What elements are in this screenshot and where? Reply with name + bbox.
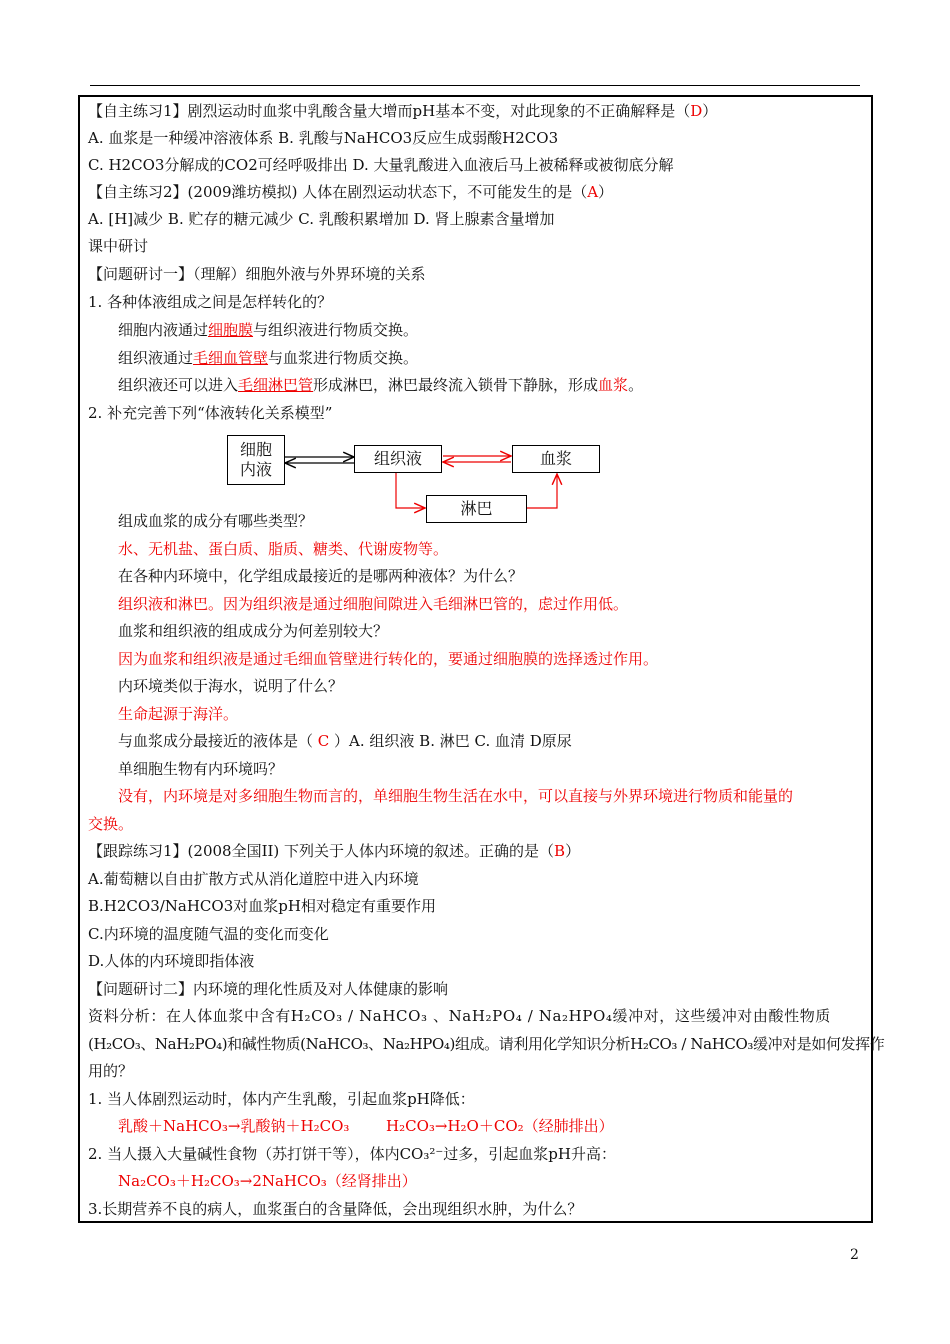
question-seawater: 内环境类似于海水，说明了什么？ <box>118 677 344 695</box>
answer-line-1: 细胞内液通过细胞膜与组织液进行物质交换。 <box>118 321 419 339</box>
answer-seawater: 生命起源于海洋。 <box>118 705 239 723</box>
topic-1-heading: 【问题研讨一】（理解）细胞外液与外界环境的关系 <box>88 265 426 283</box>
question-2: 2. 补充完善下列“体液转化关系模型” <box>88 404 333 422</box>
answer-unicellular-cont: 交换。 <box>88 815 134 833</box>
question-closest-plasma: 与血浆成分最接近的液体是（ C ）A. 组织液 B. 淋巴 C. 血清 D原尿 <box>118 732 572 750</box>
option-c: C.内环境的温度随气温的变化而变化 <box>88 925 329 943</box>
question-edema: 3.长期营养不良的病人，血浆蛋白的含量降低，会出现组织水肿，为什么？ <box>88 1200 583 1218</box>
answer-plasma-components: 水、无机盐、蛋白质、脂质、糖类、代谢废物等。 <box>118 540 449 558</box>
answer-line-3: 组织液还可以进入毛细淋巴管形成淋巴，淋巴最终流入锁骨下静脉，形成血浆。 <box>118 376 644 394</box>
question-difference: 血浆和组织液的组成成分为何差别较大？ <box>118 622 389 640</box>
case-2: 2. 当人摄入大量碱性食物（苏打饼干等），体内CO₃²⁻过多，引起血浆pH升高： <box>88 1145 616 1163</box>
case-1: 1. 当人体剧烈运动时，体内产生乳酸，引起血浆pH降低： <box>88 1090 475 1108</box>
exercise-1-options-cd: C. H2CO3分解成的CO2可经呼吸排出 D. 大量乳酸进入血液后马上被稀释或被彻底分解 <box>88 156 674 174</box>
equation-1a: 乳酸＋NaHCO₃→乳酸钠＋H₂CO₃ <box>118 1117 350 1135</box>
answer-unicellular: 没有，内环境是对多细胞生物而言的，单细胞生物生活在水中，可以直接与外界环境进行物质和能量的 <box>118 787 794 805</box>
topic-2-heading: 【问题研讨二】内环境的理化性质及对人体健康的影响 <box>88 980 449 998</box>
exercise-1-options-ab: A. 血浆是一种缓冲溶液体系 B. 乳酸与NaHCO3反应生成弱酸H2CO3 <box>88 129 559 147</box>
answer-line-2: 组织液通过毛细血管壁与血浆进行物质交换。 <box>118 349 419 367</box>
question-closest-fluids: 在各种内环境中，化学组成最接近的是哪两种液体？为什么？ <box>118 567 524 585</box>
option-d: D.人体的内环境即指体液 <box>88 952 255 970</box>
question-1: 1. 各种体液组成之间是怎样转化的？ <box>88 293 333 311</box>
diagram-box-intracellular: 细胞 内液 <box>227 435 285 485</box>
question-plasma-components: 组成血浆的成分有哪些类型？ <box>118 512 314 530</box>
answer-difference: 因为血浆和组织液是通过毛细血管壁进行转化的，要通过细胞膜的选择透过作用。 <box>118 650 659 668</box>
diagram-box-lymph: 淋巴 <box>426 495 527 523</box>
page-number: 2 <box>850 1247 859 1263</box>
option-a: A.葡萄糖以自由扩散方式从消化道腔中进入内环境 <box>88 870 419 888</box>
equation-2: Na₂CO₃＋H₂CO₃→2NaHCO₃（经肾排出） <box>118 1172 417 1190</box>
exercise-2-options: A. [H]减少 B. 贮存的糖元减少 C. 乳酸积累增加 D. 肾上腺素含量增加 <box>88 210 555 228</box>
diagram-box-plasma: 血浆 <box>512 445 600 473</box>
material-analysis-3: 用的？ <box>88 1062 134 1080</box>
option-b: B.H2CO3/NaHCO3对血浆pH相对稳定有重要作用 <box>88 897 436 915</box>
material-analysis-1: 资料分析：在人体血浆中含有H₂CO₃ / NaHCO₃ 、NaH₂PO₄ / Na₂HPO₄缓冲对，这些缓冲对由酸性物质 <box>88 1007 831 1025</box>
material-analysis-2: (H₂CO₃、NaH₂PO₄)和碱性物质(NaHCO₃、Na₂HPO₄)组成。请利用化学知识分析H₂CO₃ / NaHCO₃缓冲对是如何发挥作 <box>88 1035 885 1053</box>
question-unicellular: 单细胞生物有内环境吗？ <box>118 760 284 778</box>
tracking-exercise-1: 【跟踪练习1】(2008全国II) 下列关于人体内环境的叙述。正确的是（B） <box>88 842 581 860</box>
header-rule <box>90 85 860 86</box>
answer-closest-fluids: 组织液和淋巴。因为组织液是通过细胞间隙进入毛细淋巴管的，虑过作用低。 <box>118 595 629 613</box>
exercise-1: 【自主练习1】剧烈运动时血浆中乳酸含量大增而pH基本不变，对此现象的不正确解释是（D） <box>88 102 718 120</box>
diagram-box-tissue-fluid: 组织液 <box>354 445 442 473</box>
section-heading: 课中研讨 <box>88 237 149 255</box>
equation-1b: H₂CO₃→H₂O＋CO₂（经肺排出） <box>386 1117 614 1135</box>
exercise-2: 【自主练习2】(2009潍坊模拟) 人体在剧烈运动状态下，不可能发生的是（A） <box>88 183 614 201</box>
